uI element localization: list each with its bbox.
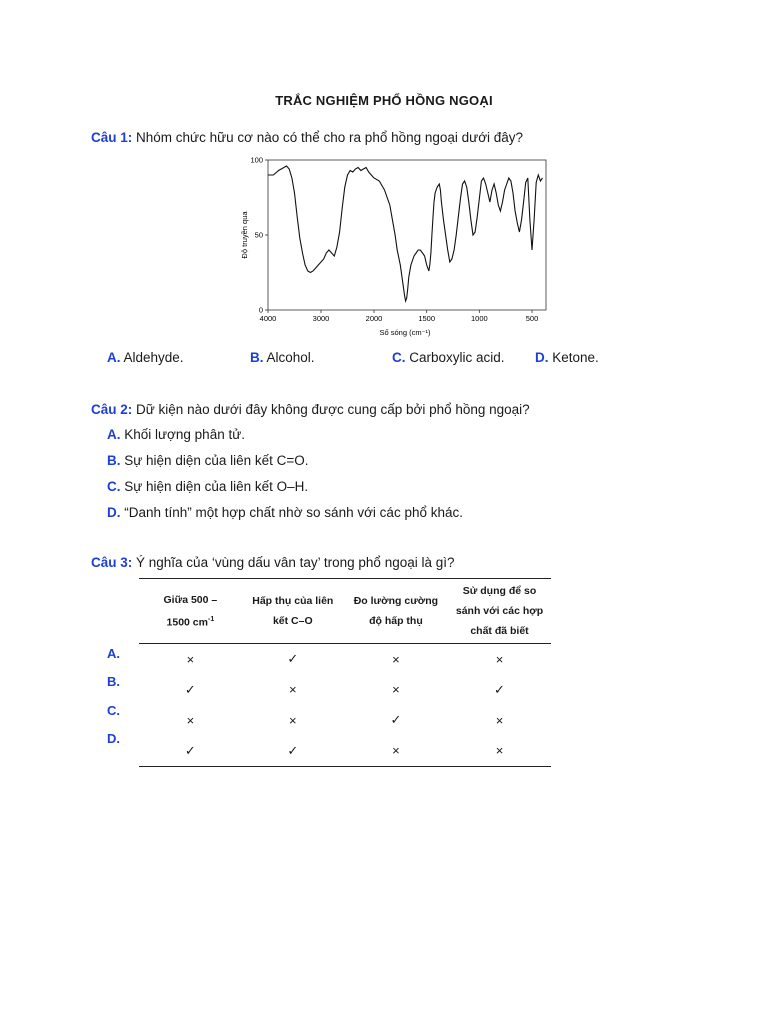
table-cell: × xyxy=(392,682,400,698)
ir-spectrum-chart xyxy=(237,153,549,339)
y-tick-label: 100 xyxy=(250,155,263,165)
table-cell: ✓ xyxy=(139,736,242,767)
q1-option-d[interactable]: D. Ketone. xyxy=(535,350,599,365)
q1-option-b[interactable]: B. Alcohol. xyxy=(250,350,315,365)
y-tick-label: 50 xyxy=(254,230,263,240)
q2-option-d[interactable]: D. “Danh tính” một hợp chất nhờ so sánh với các phổ khác. xyxy=(107,505,463,520)
q2-option-b[interactable]: B. Sự hiện diện của liên kết C=O. xyxy=(107,453,309,468)
table-cell: ✓ xyxy=(494,681,505,697)
row-label-a: A. xyxy=(107,646,120,661)
row-label-c: C. xyxy=(107,703,120,718)
question-1 xyxy=(91,130,523,145)
x-tick-label: 3000 xyxy=(312,314,330,323)
x-tick-label: 2000 xyxy=(365,314,383,323)
table-cell: ✓ xyxy=(390,712,402,728)
x-tick-label: 4000 xyxy=(259,314,277,323)
y-axis-label: Độ truyền qua xyxy=(240,211,249,259)
column-header-co-bond: Hấp thụ của liên kết C–O xyxy=(242,579,344,644)
chart-ticks xyxy=(250,156,538,324)
table-cell: ✓ xyxy=(184,681,196,697)
table-row-b[interactable] xyxy=(139,675,551,706)
y-tick-label: 0 xyxy=(258,305,263,315)
table-cell: × xyxy=(186,651,195,667)
question-3-label: Câu 3: xyxy=(91,555,133,570)
x-tick-label: 1000 xyxy=(470,314,488,323)
page-title: TRẮC NGHIỆM PHỔ HỒNG NGOẠI xyxy=(275,93,493,108)
question-2-text: Dữ kiện nào dưới đây không được cung cấp bởi phổ hồng ngoại? xyxy=(132,402,530,417)
table-cell: × xyxy=(344,736,448,767)
column-header-intensity: Đo lường cường độ hấp thụ xyxy=(344,579,448,644)
chart-axes xyxy=(268,160,546,310)
table-cell: × xyxy=(288,712,297,728)
spectrum-line xyxy=(268,166,543,301)
row-label-d: D. xyxy=(107,731,120,746)
table-row-d[interactable] xyxy=(139,736,551,767)
question-3-text: Ý nghĩa của ‘vùng dấu vân tay’ trong phổ ngoại là gì? xyxy=(132,555,455,570)
q1-option-c[interactable]: C. Carboxylic acid. xyxy=(392,350,505,365)
table-header-row xyxy=(139,579,551,644)
question-2 xyxy=(91,402,530,417)
q2-option-c[interactable]: C. Sự hiện diện của liên kết O–H. xyxy=(107,479,309,494)
question-1-label: Câu 1: xyxy=(91,130,133,145)
q2-option-a[interactable]: A. Khối lượng phân tử. xyxy=(107,427,245,442)
column-header-compare: Sử dụng để so sánh với các hợp chất đã biết xyxy=(448,579,551,644)
x-tick-label: 500 xyxy=(525,314,539,323)
x-tick-label: 1500 xyxy=(418,314,436,323)
table-cell: × xyxy=(448,736,551,767)
question-3 xyxy=(91,555,455,570)
table-cell: ✓ xyxy=(287,651,299,667)
column-header-range: Giữa 500 – 1500 $cm^{-1}$ xyxy=(139,579,242,644)
table-cell: × xyxy=(495,712,504,728)
table-row-a[interactable] xyxy=(139,644,551,675)
q1-option-a[interactable]: A. Aldehyde. xyxy=(107,350,184,365)
table-cell: × xyxy=(392,651,400,667)
question-2-label: Câu 2: xyxy=(91,402,133,417)
question-1-text: Nhóm chức hữu cơ nào có thể cho ra phổ hồng ngoại dưới đây? xyxy=(132,130,524,145)
plot-frame xyxy=(268,160,546,310)
table-row-c[interactable] xyxy=(139,705,551,736)
row-label-b: B. xyxy=(107,674,120,689)
answer-table xyxy=(139,578,551,767)
table-cell: × xyxy=(186,712,195,728)
x-axis-label: Số sóng (cm⁻¹) xyxy=(379,328,431,337)
table-cell: × xyxy=(495,651,504,667)
table-cell: ✓ xyxy=(242,736,344,767)
table-cell: × xyxy=(288,682,297,698)
